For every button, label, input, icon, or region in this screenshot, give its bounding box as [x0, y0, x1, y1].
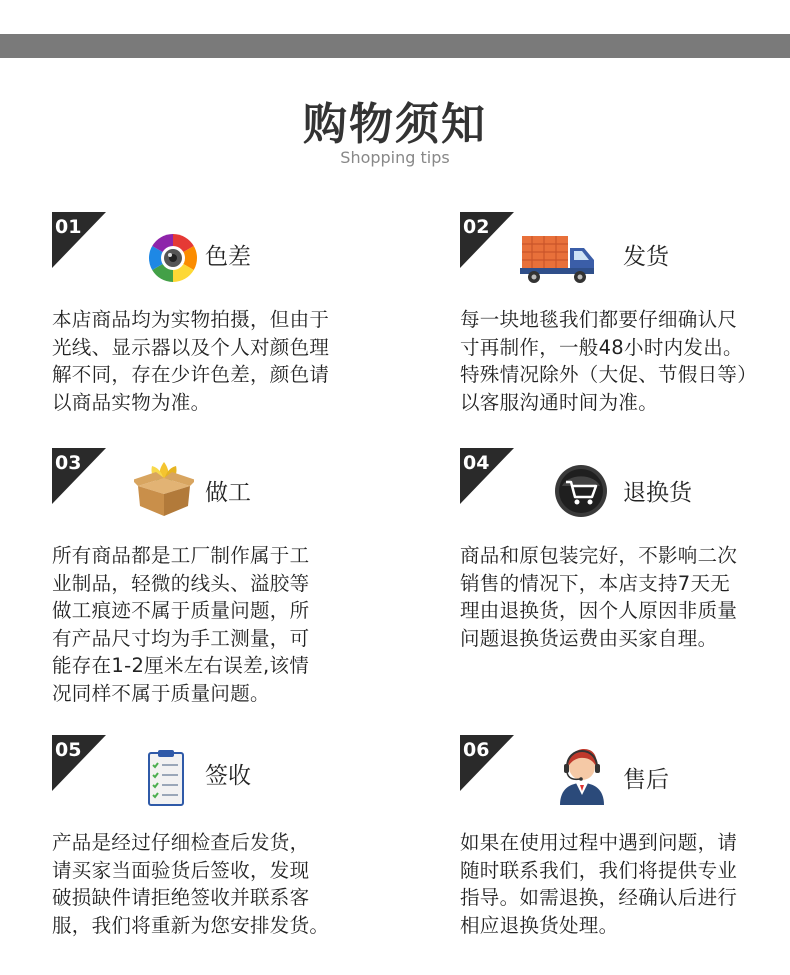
card-title: 售后: [623, 767, 669, 793]
number-badge: [460, 212, 516, 268]
number-badge: [52, 212, 108, 268]
badge-number: 03: [55, 452, 82, 474]
card-title: 做工: [205, 480, 251, 506]
card-title: 退换货: [623, 480, 692, 506]
shopping-cart-icon: [554, 464, 610, 520]
card-title: 发货: [623, 244, 669, 270]
badge-number: 06: [463, 739, 490, 761]
card-title: 签收: [205, 763, 251, 789]
top-banner-bar: [0, 34, 790, 58]
delivery-truck-icon: [520, 232, 598, 288]
number-badge: [52, 448, 108, 504]
clipboard-icon: [148, 749, 184, 807]
number-badge: [460, 448, 516, 504]
card-title: 色差: [205, 244, 251, 270]
card-body: 商品和原包装完好，不影响二次 销售的情况下，本店支持7天无 理由退换货，因个人原因非质量 问题退换货运费由买家自理。: [460, 544, 738, 650]
card-body: 本店商品均为实物拍摄，但由于 光线、显示器以及个人对颜色理 解不同，存在少许色差，颜色请 以商品实物为准。: [52, 308, 330, 414]
page-subtitle: Shopping tips: [340, 148, 450, 167]
color-wheel-icon: [147, 232, 203, 288]
badge-number: 04: [463, 452, 490, 474]
badge-number: 02: [463, 216, 490, 238]
page-title: 购物须知: [303, 99, 487, 150]
gift-box-icon: [134, 456, 194, 518]
number-badge: [52, 735, 108, 791]
badge-number: 05: [55, 739, 82, 761]
card-body: 如果在使用过程中遇到问题，请 随时联系我们，我们将提供专业 指导。如需退换，经确认后进行 相应退换货处理。: [460, 831, 738, 937]
badge-number: 01: [55, 216, 82, 238]
card-body: 产品是经过仔细检查后发货， 请买家当面验货后签收，发现 破损缺件请拒绝签收并联系客 服，我们将重新为您安排发货。: [52, 831, 330, 937]
number-badge: [460, 735, 516, 791]
card-body: 所有商品都是工厂制作属于工 业制品，轻微的线头、溢胶等 做工痕迹不属于质量问题，所 有产品尺寸均为手工测量，可 能存在1-2厘米左右误差,该情 况同样不属于质量问题。: [52, 544, 310, 705]
customer-service-icon: [556, 745, 608, 805]
card-body: 每一块地毯我们都要仔细确认尺 寸再制作，一般48小时内发出。 特殊情况除外（大促、节假日等） 以客服沟通时间为准。: [460, 308, 758, 414]
